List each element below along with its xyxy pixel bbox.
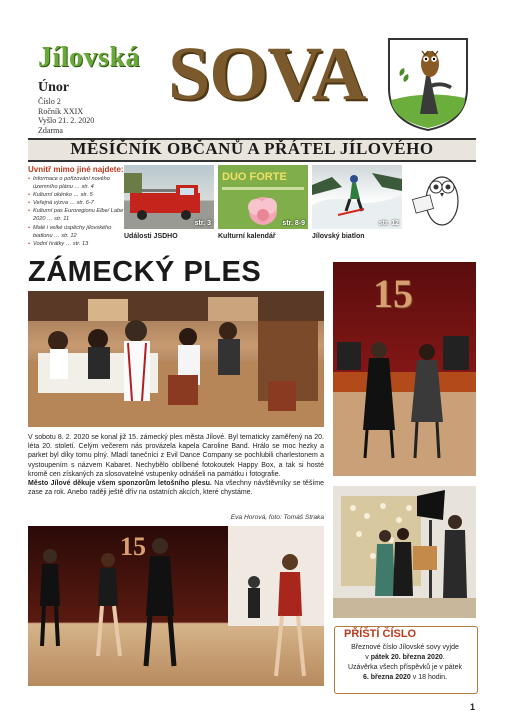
list-item: • Malé i velké úspěchy jílovského biatlonu … str. 12 [28,224,124,240]
list-item: • Informace o pořizování nového územního plánu … str. 4 [28,175,124,191]
photo-stage [333,262,476,476]
next-issue-line: Březnové číslo Jílovské sovy vyjde [351,644,459,651]
inside-heading: Uvnitř mimo jiné najdete: [28,165,124,174]
thumb-page: str. 3 [194,220,211,227]
tagline: MĚSÍČNÍK OBČANŮ A PŘÁTEL JÍLOVÉHO [70,139,434,158]
issue-number: Číslo 2 [38,97,61,106]
list-item: • Vodní hrátky … str. 13 [28,240,124,248]
article-text: V sobotu 8. 2. 2020 se konal již 15. zámecký ples města Jílové. Byl tematicky zaměřený na 20. léta 20. století. Celým večerem nás provázela kapela Caroline Band. Hrálo se moc hezky a parket byl díky tomu plný. Mladí tanečníci z Evil Dance Company se pochlubili charlestonem a vystoupením s názvem Kabaret. Nechybělo oblíbené fotokoutek Happy Box, a tak si hosté kromě cen získaných za slosovatelné vstupenky odnášeli na památku i fotografie. [28,434,324,478]
owl-mascot-icon [406,165,476,229]
flower-icon [238,193,288,227]
thumb-poster [218,165,308,229]
issue-date: Vyšlo 21. 2. 2020 [38,116,95,125]
thumb-caption: Kulturní kalendář [218,233,276,240]
next-issue-title: PŘÍŠTÍ ČÍSLO [344,628,417,640]
next-issue-line [338,653,472,663]
photo-booth [333,486,476,618]
thumb-page: str. 12 [378,220,399,227]
next-issue-date: pátek 20. března 2020 [370,654,443,661]
byline: Eva Horová, foto: Tomáš Straka [230,514,324,521]
deadline-date: 6. března 2020 [362,674,411,681]
thumb-fire-truck [124,165,214,229]
article-thanks: Město Jílové děkuje všem sponzorům letošního plesu. [28,480,212,488]
next-issue-line [338,673,472,683]
next-issue-line: Uzávěrka všech příspěvků je v pátek [348,664,462,671]
dance-scene [28,526,324,686]
brand-jilovska: Jílovská [38,42,141,73]
balloon-number: 15 [373,271,413,316]
deadline-time: v 18 hodin. [410,674,448,681]
page-number: 1 [470,702,476,712]
article-body [28,433,324,497]
ball-hall-scene [28,291,324,427]
thumb-caption: Události JSDHO [124,233,178,240]
next-issue-suffix: . [442,654,445,661]
thumb-caption: Jílovský biatlon [312,233,365,240]
photo-ball-hall [28,291,324,427]
next-issue-prefix: v [365,654,371,661]
headline: ZÁMECKÝ PLES [28,256,262,288]
town-crest-icon [386,36,470,132]
issue-month: Únor [38,80,70,95]
issue-price: Zdarma [38,125,63,135]
thumb-owl-mascot [406,165,476,229]
thumb-biathlon [312,165,402,229]
thumb-page: str. 8-9 [282,220,305,227]
brand-sova: SOVA [168,32,366,116]
list-item: • Kulturní okénko … str. 5 [28,191,124,199]
article-closing: Na všechny návštěvníky se těšíme zase za rok. Anebo raději ještě dřív na ostatních akcích, které chystáme. [28,480,324,497]
issue-meta [38,97,94,135]
inside-list [28,175,124,248]
poster-line [222,187,304,190]
issue-year: Ročník XXIX [38,106,84,116]
next-issue-body [338,643,472,683]
photo-booth-scene [333,486,476,618]
list-item: • Veřejná výzva … str. 6-7 [28,199,124,207]
photo-dance [28,526,324,686]
poster-title: DUO FORTE [222,171,287,183]
list-item: • Kulturní pas Euroregionu Elbe/ Labe 2020 … str. 11 [28,207,124,223]
balloon-number: 15 [120,532,146,561]
